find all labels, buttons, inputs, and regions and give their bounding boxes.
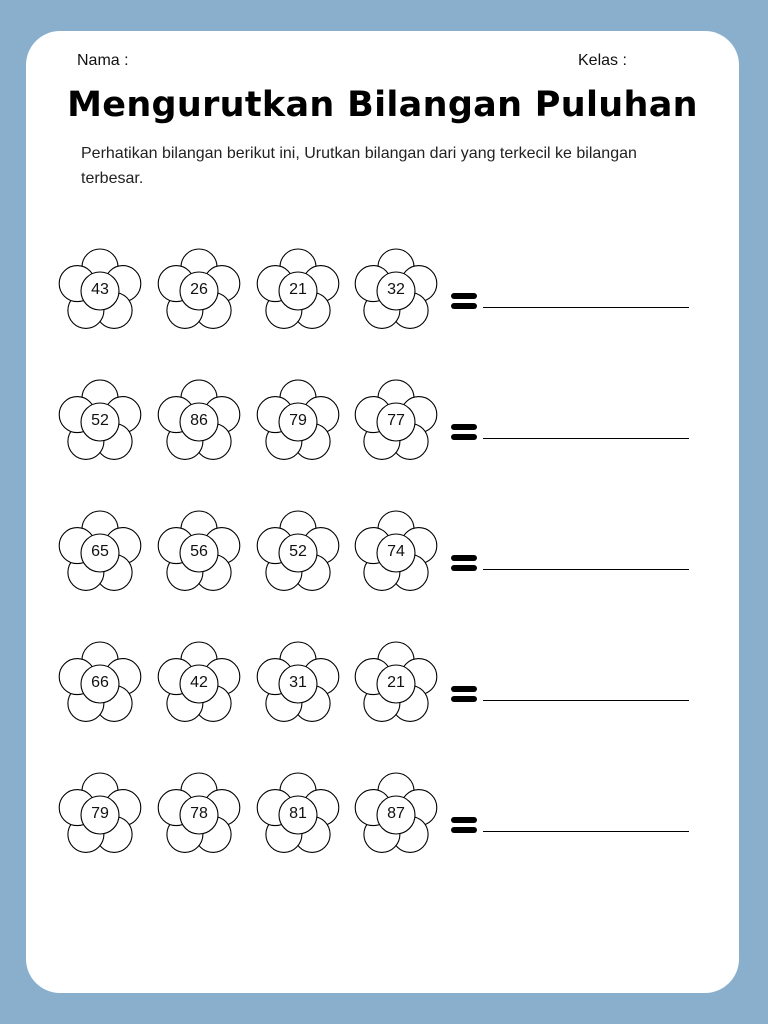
number-label: 52: [91, 412, 109, 429]
flower-number: [153, 773, 245, 861]
answer-line[interactable]: [483, 307, 689, 308]
instruction-text: Perhatikan bilangan berikut ini, Urutkan bilangan dari yang terkecil ke bilangan terbesar.: [81, 145, 637, 187]
flower-number: [54, 249, 146, 337]
number-label: 52: [289, 543, 307, 560]
number-label: 65: [91, 543, 109, 560]
number-label: 42: [190, 674, 208, 691]
answer-line[interactable]: [483, 831, 689, 832]
exercise-row: [26, 511, 739, 611]
equals-icon: [451, 817, 477, 835]
flower-number: [252, 380, 344, 468]
flower-number: [350, 773, 442, 861]
flower-number: [252, 249, 344, 337]
number-label: 21: [289, 281, 307, 298]
equals-icon: [451, 555, 477, 573]
number-label: 56: [190, 543, 208, 560]
number-label: 66: [91, 674, 109, 691]
flower-number: [252, 511, 344, 599]
number-label: 78: [190, 805, 208, 822]
number-label: 32: [387, 281, 405, 298]
flower-number: [350, 511, 442, 599]
number-label: 26: [190, 281, 208, 298]
exercise-row: [26, 642, 739, 742]
answer-line[interactable]: [483, 438, 689, 439]
number-label: 21: [387, 674, 405, 691]
number-label: 74: [387, 543, 405, 560]
number-label: 31: [289, 674, 307, 691]
exercise-row: [26, 380, 739, 480]
flower-number: [252, 773, 344, 861]
flower-number: [252, 642, 344, 730]
flower-number: [153, 380, 245, 468]
equals-icon: [451, 293, 477, 311]
answer-line[interactable]: [483, 700, 689, 701]
class-label: Kelas :: [578, 52, 627, 69]
flower-number: [153, 511, 245, 599]
flower-number: [54, 773, 146, 861]
number-label: 43: [91, 281, 109, 298]
equals-icon: [451, 424, 477, 442]
flower-number: [350, 642, 442, 730]
equals-icon: [451, 686, 477, 704]
number-label: 79: [289, 412, 307, 429]
flower-number: [350, 249, 442, 337]
name-label: Nama :: [77, 52, 129, 69]
flower-number: [153, 249, 245, 337]
flower-number: [54, 642, 146, 730]
exercise-row: [26, 773, 739, 873]
flower-number: [350, 380, 442, 468]
number-label: 87: [387, 805, 405, 822]
worksheet: [26, 31, 739, 993]
answer-line[interactable]: [483, 569, 689, 570]
exercise-row: [26, 249, 739, 349]
number-label: 77: [387, 412, 405, 429]
number-label: 86: [190, 412, 208, 429]
flower-number: [54, 511, 146, 599]
page-title: Mengurutkan Bilangan Puluhan: [67, 85, 698, 125]
flower-number: [153, 642, 245, 730]
number-label: 81: [289, 805, 307, 822]
flower-number: [54, 380, 146, 468]
number-label: 79: [91, 805, 109, 822]
